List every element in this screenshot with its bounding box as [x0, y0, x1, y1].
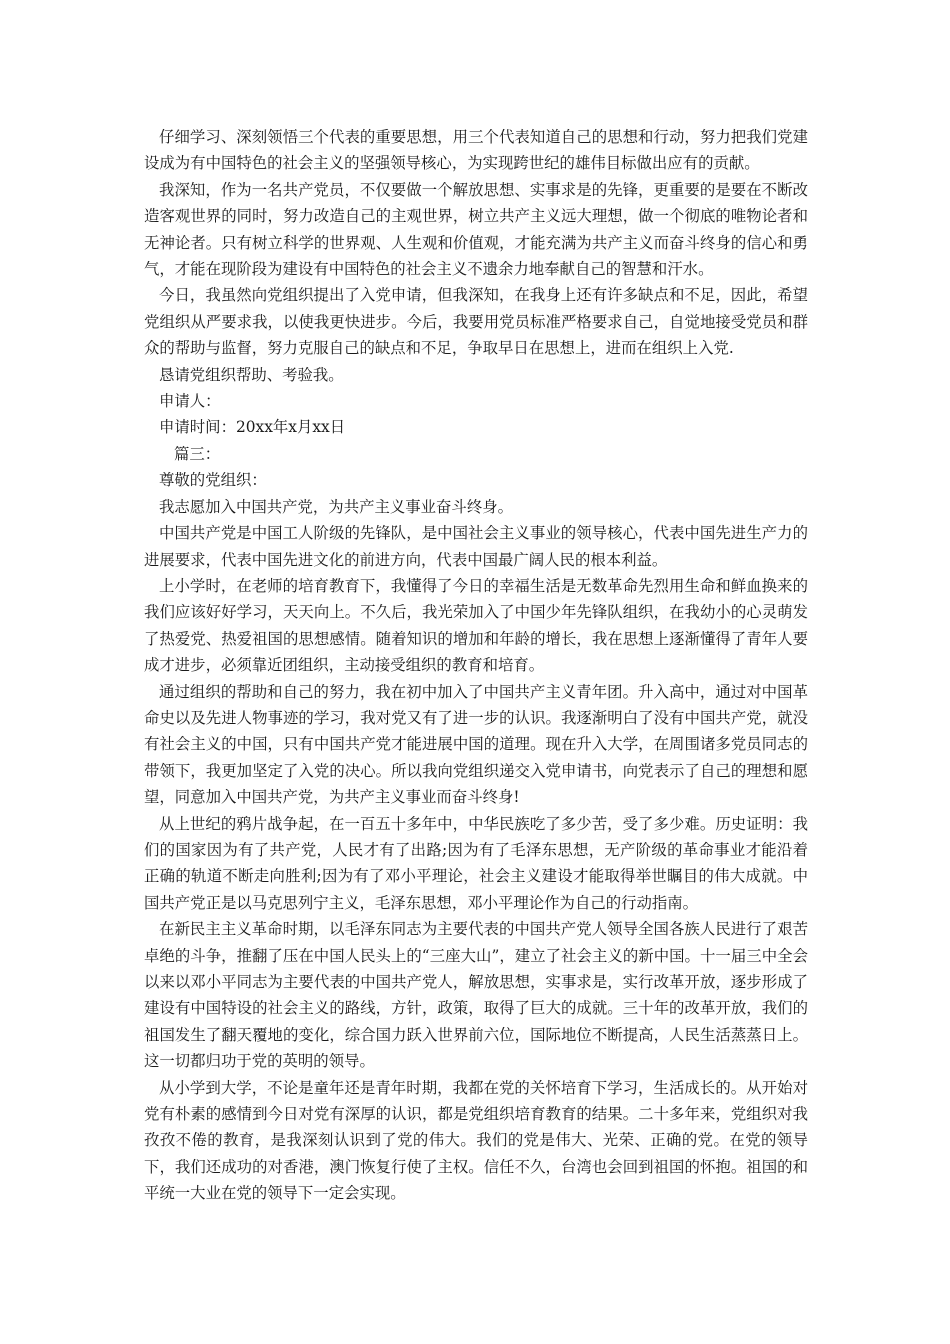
document-page: [144, 124, 808, 1207]
paragraph-history: 从上世纪的鸦片战争起，在一百五十多年中，中华民族吃了多少苦，受了多少难。历史证明：我们的国家因为有了共产党，人民才有了出路;因为有了毛泽东思想，无产阶级的革命事业才能沿着正确的轨道不断走向胜利;因为有了邓小平理论，社会主义建设才能取得举世瞩目的伟大成就。中国共产党正是以马克思列宁主义，毛泽东思想，邓小平理论作为自己的行动指南。: [144, 814, 808, 912]
paragraph-new-democratic-revolution: 在新民主主义革命时期，以毛泽东同志为主要代表的中国共产党人领导全国各族人民进行了艰苦卓绝的斗争，推翻了压在中国人民头上的“三座大山”，建立了社会主义的新中国。十一届三中全会以来以邓小平同志为主要代表的中国共产党人，解放思想，实事求是，实行改革开放，逐步形成了建设有中国特设的社会主义的路线，方针，政策，取得了巨大的成就。三十年的改革开放，我们的祖国发生了翻天覆地的变化，综合国力跃入世界前六位，国际地位不断提高，人民生活蒸蒸日上。这一切都归功于党的英明的领导。: [144, 920, 808, 1071]
paragraph-pledge: 我志愿加入中国共产党，为共产主义事业奋斗终身。: [159, 497, 513, 516]
paragraph-party-nature: 中国共产党是中国工人阶级的先锋队，是中国社会主义事业的领导核心，代表中国先进生产力的进展要求，代表中国先进文化的前进方向，代表中国最广阔人民的根本利益。: [144, 524, 808, 569]
section-heading: 篇三：: [174, 444, 221, 463]
paragraph-application-request: 今日，我虽然向党组织提出了入党申请，但我深知，在我身上还有许多缺点和不足，因此，希望党组织从严要求我，以使我更快进步。今后，我要用党员标准严格要求自己，自觉地接受党员和群众的帮助与监督，努力克服自己的缺点和不足，争取早日在思想上，进而在组织上入党.: [144, 286, 808, 358]
salutation: 尊敬的党组织：: [159, 471, 267, 490]
paragraph-growth-under-party: 从小学到大学，不论是童年还是青年时期，我都在党的关怀培育下学习，生活成长的。从开始对党有朴素的感情到今日对党有深厚的认识，都是党组织培育教育的结果。二十多年来，党组织对我孜孜不倦的教育，是我深刻认识到了党的伟大。我们的党是伟大、光荣、正确的党。在党的领导下，我们还成功的对香港，澳门恢复行使了主权。信任不久，台湾也会回到祖国的怀抱。祖国的和平统一大业在党的领导下一定会实现。: [144, 1078, 808, 1203]
application-date: 申请时间：20xx年x月xx日: [159, 418, 346, 437]
paragraph-three-represents: 仔细学习、深刻领悟三个代表的重要思想，用三个代表知道自己的思想和行动，努力把我们党建设成为有中国特色的社会主义的坚强领导核心，为实现跨世纪的雄伟目标做出应有的贡献。: [144, 128, 808, 173]
paragraph-youth-league: 通过组织的帮助和自己的努力，我在初中加入了中国共产主义青年团。升入高中，通过对中国革命史以及先进人物事迹的学习，我对党又有了进一步的认识。我逐渐明白了没有中国共产党，就没有社会主义的中国，只有中国共产党才能进展中国的道理。现在升入大学，在周围诸多党员同志的带领下，我更加坚定了入党的决心。所以我向党组织递交入党申请书，向党表示了自己的理想和愿望，同意加入中国共产党，为共产主义事业而奋斗终身!: [144, 682, 808, 807]
paragraph-party-member-role: 我深知，作为一名共产党员，不仅要做一个解放思想、实事求是的先锋，更重要的是要在不断改造客观世界的同时，努力改造自己的主观世界，树立共产主义远大理想，做一个彻底的唯物论者和无神论者。只有树立科学的世界观、人生观和价值观，才能充满为共产主义而奋斗终身的信心和勇气，才能在现阶段为建设有中国特色的社会主义不遗余力地奉献自己的智慧和汗水。: [144, 180, 808, 279]
paragraph-primary-school: 上小学时，在老师的培育教育下，我懂得了今日的幸福生活是无数革命先烈用生命和鲜血换来的我们应该好好学习，天天向上。不久后，我光荣加入了中国少年先锋队组织，在我幼小的心灵萌发了热爱党、热爱祖国的思想感情。随着知识的增加和年龄的增长，我在思想上逐渐懂得了青年人要成才进步，必须靠近团组织，主动接受组织的教育和培育。: [144, 576, 808, 675]
closing-request: 恳请党组织帮助、考验我。: [159, 365, 344, 384]
applicant-label: 申请人：: [159, 392, 221, 411]
